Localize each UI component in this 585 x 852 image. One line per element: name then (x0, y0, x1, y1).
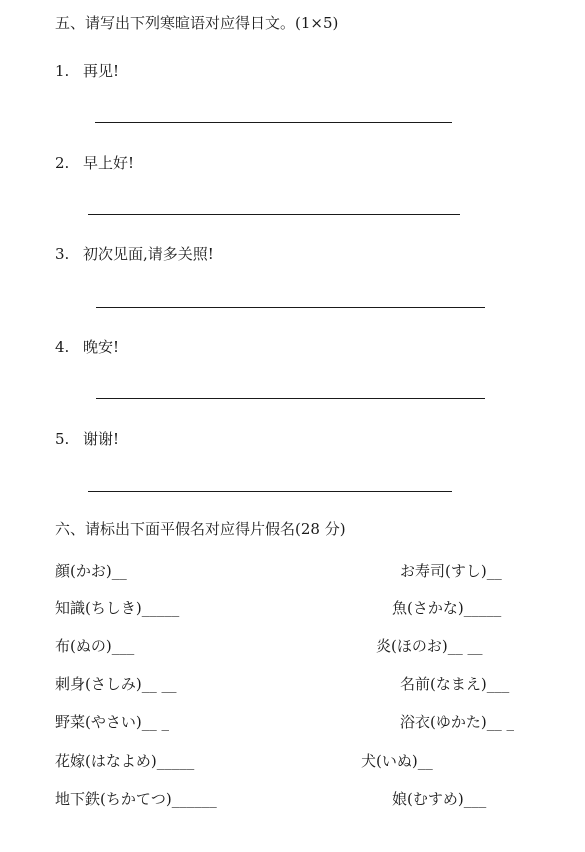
kana-item-left-6: 花嫁(はなよめ)_____ (55, 752, 195, 770)
kana-item-right-4: 名前(なまえ)___ (400, 675, 510, 693)
question-number: 3. (55, 245, 70, 263)
question-text: 谢谢! (83, 430, 120, 448)
kana-item-right-2: 魚(さかな)_____ (392, 599, 502, 617)
question-number: 5. (55, 430, 70, 448)
section-6-heading: 六、请标出下面平假名对应得片假名(28 分) (55, 520, 346, 538)
kana-item-left-3: 布(ぬの)___ (55, 637, 135, 655)
question-2 (55, 156, 134, 171)
answer-line-1[interactable] (95, 122, 452, 123)
question-4 (55, 340, 119, 355)
kana-item-left-5: 野菜(やさい)__ _ (55, 713, 169, 731)
question-text: 晚安! (83, 338, 120, 356)
section-5-heading: 五、请写出下列寒暄语对应得日文。(1×5) (55, 14, 339, 32)
answer-line-2[interactable] (88, 214, 460, 215)
question-number: 4. (55, 338, 70, 356)
question-number: 1. (55, 62, 70, 80)
answer-line-5[interactable] (88, 491, 452, 492)
question-number: 2. (55, 154, 70, 172)
question-3 (55, 247, 214, 262)
kana-item-left-2: 知識(ちしき)_____ (55, 599, 180, 617)
kana-item-right-1: お寿司(すし)__ (400, 562, 502, 580)
kana-item-right-6: 犬(いぬ)__ (361, 752, 433, 770)
question-text: 再见! (83, 62, 120, 80)
kana-item-left-4: 刺身(さしみ)__ __ (55, 675, 177, 693)
question-1 (55, 64, 119, 79)
question-text: 初次见面,请多关照! (83, 245, 214, 263)
question-5 (55, 432, 119, 447)
answer-line-4[interactable] (96, 398, 485, 399)
kana-item-left-7: 地下鉄(ちかてつ)______ (55, 790, 217, 808)
kana-item-left-1: 顔(かお)__ (55, 562, 127, 580)
kana-item-right-5: 浴衣(ゆかた)__ _ (400, 713, 514, 731)
kana-item-right-3: 炎(ほのお)__ __ (376, 637, 483, 655)
answer-line-3[interactable] (96, 307, 485, 308)
kana-item-right-7: 娘(むすめ)___ (392, 790, 487, 808)
question-text: 早上好! (83, 154, 135, 172)
